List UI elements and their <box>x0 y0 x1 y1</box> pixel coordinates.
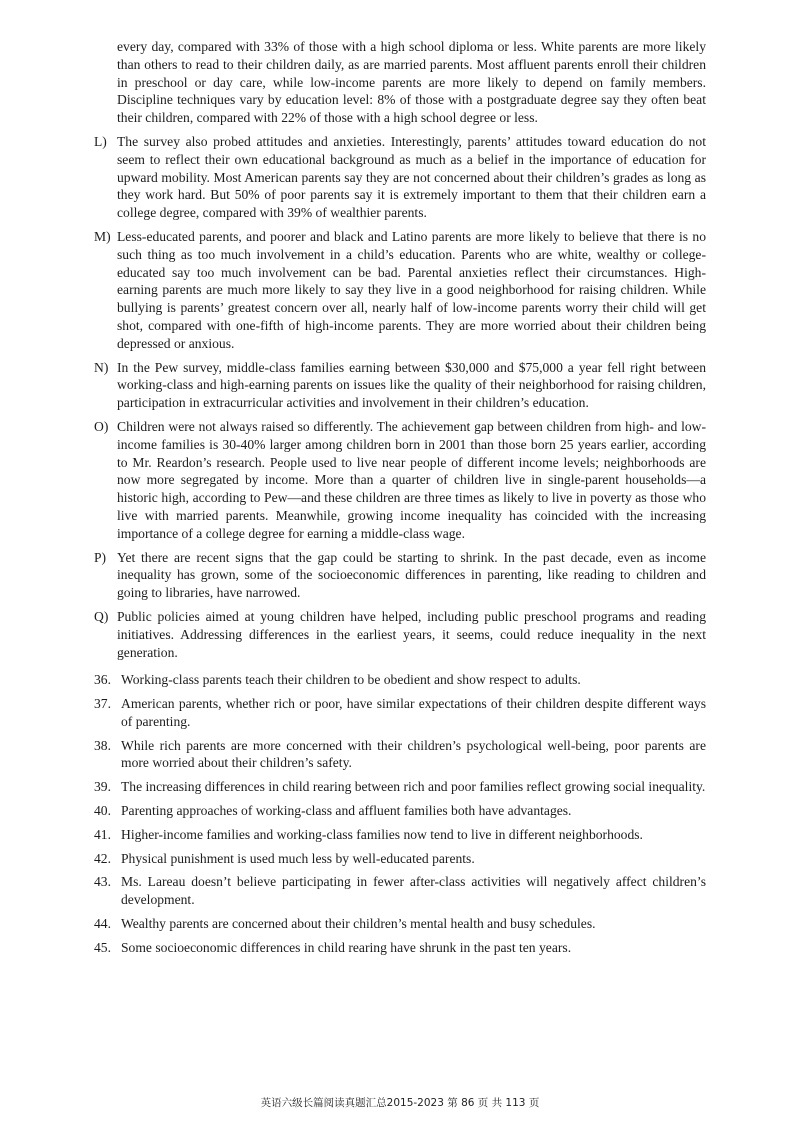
question-37 <box>94 695 706 731</box>
question-text: Wealthy parents are concerned about their children’s mental health and busy schedules. <box>121 916 596 932</box>
question-number: 36. <box>94 672 111 688</box>
paragraph-o <box>94 418 706 543</box>
page-footer: 英语六级长篇阅读真题汇总2015-2023 第 86 页 共 113 页 <box>260 1097 540 1109</box>
paragraph-label: P) <box>94 549 107 565</box>
question-38 <box>94 737 706 773</box>
intro-continuation-paragraph: every day, compared with 33% of those with a high school diploma or less. White parents are more likely than others to read to their children daily, as are married parents. Most affluent parents enroll their children in preschool or day care, while low-income parents are more likely to depend on family members. Discipline techniques vary by education level: 8% of those with a postgraduate degree say they often beat their children, compared with 22% of those with a high school degree or less. <box>117 39 706 126</box>
paragraph-text: Children were not always raised so differently. The achievement gap between children from high- and low-income families is 30-40% larger among children born in 2001 than those born 25 years earlier, according to Mr. Reardon’s research. People used to live near people of different income levels; neighborhoods are now more segregated by income. More than a quarter of children live in single-parent households—a historic high, according to Pew—and these children are three times as likely to live in poverty as those who live with married parents. Meanwhile, growing income inequality has coincided with the increasing importance of a college degree for earning a middle-class wage. <box>117 418 706 541</box>
paragraph-label: O) <box>94 418 109 434</box>
question-text: Working-class parents teach their children to be obedient and show respect to adults. <box>121 672 581 688</box>
paragraph-l <box>94 133 706 222</box>
paragraph-label: M) <box>94 228 111 244</box>
question-text: Higher-income families and working-class families now tend to live in different neighborhoods. <box>121 826 643 842</box>
question-number: 42. <box>94 850 111 866</box>
question-number: 38. <box>94 737 111 753</box>
question-number: 39. <box>94 779 111 795</box>
question-text: Some socioeconomic differences in child rearing have shrunk in the past ten years. <box>121 939 572 955</box>
question-text: Physical punishment is used much less by well-educated parents. <box>121 850 475 866</box>
question-number: 43. <box>94 874 111 890</box>
question-number: 45. <box>94 939 111 955</box>
paragraph-label: L) <box>94 133 107 149</box>
document-body <box>94 38 706 963</box>
paragraph-text: Public policies aimed at young children have helped, including public preschool programs and reading initiatives. Addressing differences in the earliest years, it seems, could reduce inequality in the next generation. <box>117 608 706 660</box>
question-text: While rich parents are more concerned with their children’s psychological well-being, poor parents are more worried about their children’s safety. <box>121 737 706 771</box>
question-36 <box>94 671 706 689</box>
paragraph-text: Less-educated parents, and poorer and black and Latino parents are more likely to believe that there is no such thing as too much involvement in a child’s education. Parents who are white, wealthy or college- educated say too much involvement can be bad. Parental anxieties reflect their circumstances. High- earning parents are much more likely to say they live in a good neighborhood for raising children. While bullying is parents’ greatest concern over all, nearly half of low-income parents worry their child will get shot, compared with one-fifth of high-income parents. They are more worried about their children being depressed or anxious. <box>117 228 706 351</box>
question-text: The increasing differences in child rearing between rich and poor families reflect growing social inequality. <box>121 779 706 795</box>
question-number: 37. <box>94 696 111 712</box>
paragraph-n <box>94 359 706 412</box>
question-41 <box>94 826 706 844</box>
question-number: 44. <box>94 916 111 932</box>
question-39 <box>94 778 706 796</box>
question-43 <box>94 873 706 909</box>
question-45 <box>94 939 706 957</box>
question-42 <box>94 850 706 868</box>
question-text: Parenting approaches of working-class and affluent families both have advantages. <box>121 803 572 819</box>
question-number: 41. <box>94 826 111 842</box>
paragraph-label: Q) <box>94 608 109 624</box>
question-number: 40. <box>94 803 111 819</box>
paragraph-p <box>94 549 706 602</box>
paragraph-label: N) <box>94 359 109 375</box>
paragraph-text: In the Pew survey, middle-class families earning between $30,000 and $75,000 a year fell right between working-class and high-earning parents on issues like the quality of their neighborhood for raising children, participation in extracurricular activities and involvement in their children’s education. <box>117 359 706 411</box>
paragraph-text: The survey also probed attitudes and anxieties. Interestingly, parents’ attitudes toward education do not seem to reflect their own educational background as much as a belief in the importance of education for upward mobility. Most American parents say they are not concerned about their children’s grades as long as they work hard. But 50% of poor parents say it is extremely important to them that their children earn a college degree, compared with 39% of wealthier parents. <box>117 133 706 221</box>
question-44 <box>94 915 706 933</box>
paragraph-q <box>94 608 706 661</box>
question-text: American parents, whether rich or poor, have similar expectations of their children despite different ways of parenting. <box>121 696 706 729</box>
question-40 <box>94 802 706 820</box>
question-text: Ms. Lareau doesn’t believe participating in fewer after-class activities will negatively affect children’s development. <box>121 874 706 908</box>
paragraph-m <box>94 228 706 353</box>
paragraph-text: Yet there are recent signs that the gap could be starting to shrink. In the past decade, even as income inequality has grown, some of the socioeconomic differences in parenting, like reading to children and going to libraries, have narrowed. <box>117 549 706 601</box>
question-list <box>94 671 706 956</box>
